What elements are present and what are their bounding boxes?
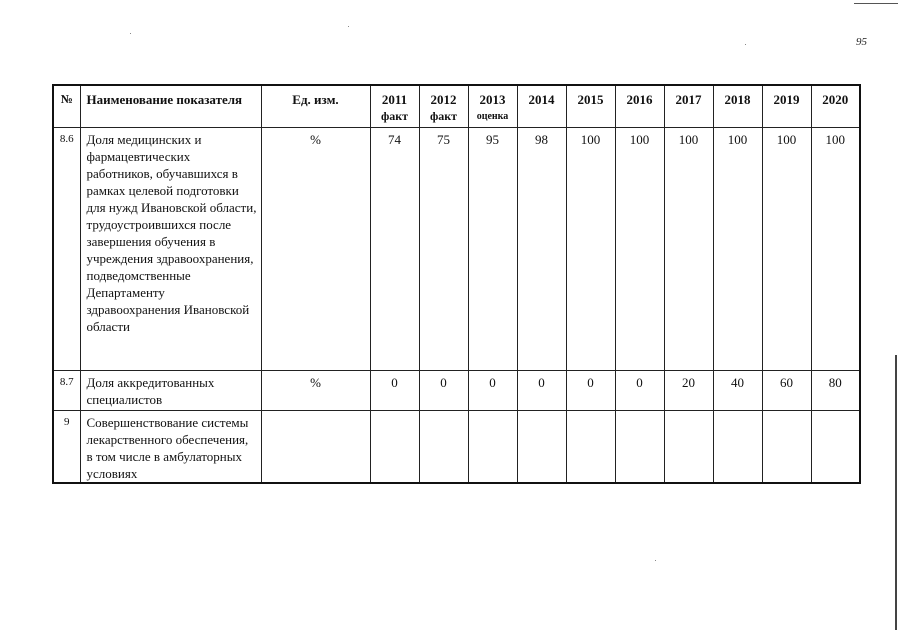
row-value: 100 [762,127,811,370]
row-value [762,410,811,483]
row-name: Доля медицинских и фармацевтических работников, обучавшихся в рамках целевой подготовки для нужд Ивановской области, трудоустроившихся после завершения обучения в учреждения здравоохранения, подведомственные Департаменту здравоохранения Ивановской области [80,127,261,370]
header-year-2016 [615,85,664,127]
row-value: 100 [664,127,713,370]
row-value: 75 [419,127,468,370]
year-label: 2013 [479,92,506,107]
year-sublabel: оценка [476,111,509,122]
scan-speck [348,26,349,27]
row-name: Доля аккредитованных специалистов [80,370,261,410]
row-unit: % [261,370,370,410]
row-value [419,410,468,483]
row-value: 0 [566,370,615,410]
row-value: 100 [811,127,860,370]
row-value: 0 [615,370,664,410]
row-value: 0 [370,370,419,410]
header-name: Наименование показателя [80,85,261,127]
row-unit [261,410,370,483]
row-value: 100 [615,127,664,370]
year-label: 2016 [626,92,653,107]
top-rule [854,3,898,4]
row-value: 20 [664,370,713,410]
header-year-2013 [468,85,517,127]
row-value [664,410,713,483]
row-num: 8.7 [53,370,80,410]
row-value: 95 [468,127,517,370]
row-value: 74 [370,127,419,370]
year-sublabel: факт [380,109,409,123]
row-value [811,410,860,483]
page-edge-line [895,355,897,630]
row-num: 9 [53,410,80,483]
header-num: № [53,85,80,127]
row-value: 0 [468,370,517,410]
row-value: 0 [419,370,468,410]
indicators-table [52,84,861,484]
scan-speck [745,44,746,45]
year-label: 2012 [430,92,457,107]
year-label: 2014 [528,92,555,107]
row-unit: % [261,127,370,370]
header-year-2014 [517,85,566,127]
year-label: 2015 [577,92,604,107]
header-year-2017 [664,85,713,127]
row-value [713,410,762,483]
year-label: 2018 [724,92,751,107]
row-value [615,410,664,483]
row-value [468,410,517,483]
year-label: 2017 [675,92,702,107]
year-label: 2011 [381,92,408,107]
table-row [53,370,860,410]
row-value: 60 [762,370,811,410]
row-value: 0 [517,370,566,410]
row-value: 100 [713,127,762,370]
row-value [517,410,566,483]
row-num: 8.6 [53,127,80,370]
header-year-2012 [419,85,468,127]
row-value [370,410,419,483]
table-row [53,410,860,483]
year-label: 2020 [822,92,849,107]
header-year-2018 [713,85,762,127]
year-sublabel: факт [429,109,458,123]
row-value: 98 [517,127,566,370]
header-unit: Ед. изм. [261,85,370,127]
row-value: 100 [566,127,615,370]
row-value: 80 [811,370,860,410]
scan-speck [655,560,656,561]
row-value: 40 [713,370,762,410]
scan-speck [130,33,131,34]
header-year-2020 [811,85,860,127]
header-row [53,85,860,127]
table-row [53,127,860,370]
header-year-2011 [370,85,419,127]
page-number: 95 [856,36,867,48]
header-year-2015 [566,85,615,127]
year-label: 2019 [773,92,800,107]
row-value [566,410,615,483]
header-year-2019 [762,85,811,127]
row-name: Совершенствование системы лекарственного обеспечения, в том числе в амбулаторных условиях [80,410,261,483]
